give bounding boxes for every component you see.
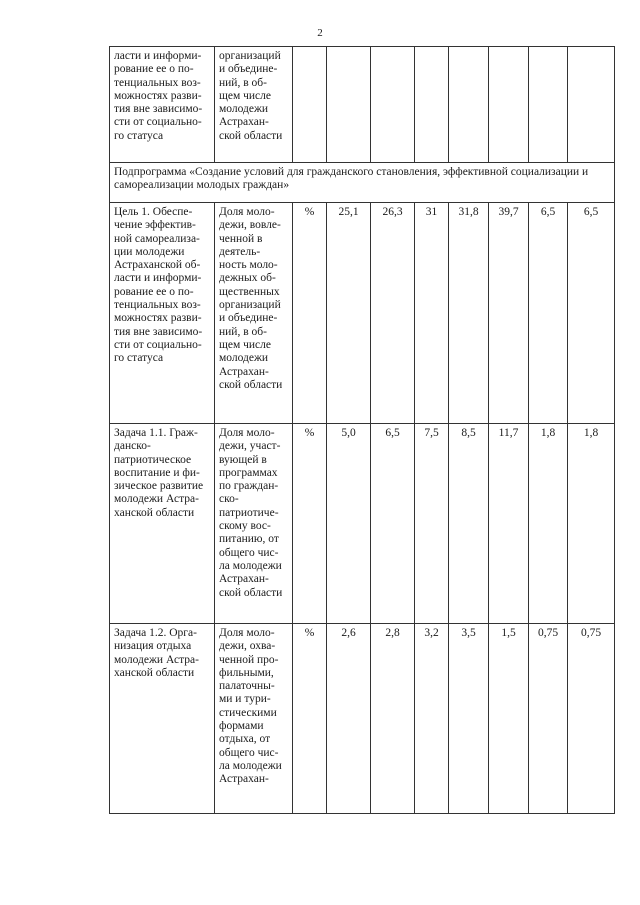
- value-cell: 1,8: [568, 424, 615, 624]
- indicators-table: [109, 46, 615, 814]
- value-cell: [568, 47, 615, 163]
- value-cell: 31: [415, 203, 449, 424]
- value-cell: 1,8: [529, 424, 568, 624]
- value-cell: [327, 47, 371, 163]
- value-cell: 6,5: [568, 203, 615, 424]
- value-cell: 0,75: [529, 624, 568, 814]
- goal-cell: ласти и информи- рование ее о по- тенциальных воз- можностях разви- тия вне зависимо- сти от социально- го статуса: [110, 47, 215, 163]
- table-row: [110, 624, 615, 814]
- value-cell: 5,0: [327, 424, 371, 624]
- value-cell: 2,8: [371, 624, 415, 814]
- value-cell: 3,5: [449, 624, 489, 814]
- unit-cell: %: [293, 624, 327, 814]
- goal-cell: Цель 1. Обеспе- чение эффектив- ной самореализа- ции молодежи Астраханской об- ласти и информи- рование ее о по- тенциальных воз- можностях разви- тия вне зависимо- сти от социально- го статуса: [110, 203, 215, 424]
- value-cell: 6,5: [529, 203, 568, 424]
- value-cell: [529, 47, 568, 163]
- value-cell: 26,3: [371, 203, 415, 424]
- table-row: [110, 203, 615, 424]
- value-cell: [371, 47, 415, 163]
- value-cell: [449, 47, 489, 163]
- unit-cell: [293, 47, 327, 163]
- page-number: 2: [317, 27, 323, 39]
- value-cell: 25,1: [327, 203, 371, 424]
- value-cell: [415, 47, 449, 163]
- value-cell: 11,7: [489, 424, 529, 624]
- task-cell: Задача 1.1. Граж- данско- патриотическое воспитание и фи- зическое развитие молодежи Астра- ханской области: [110, 424, 215, 624]
- indicator-cell: Доля моло- дежи, вовле- ченной в деятель- ность моло- дежных об- щественных организаций и объедине- ний, в об- щем числе молодежи Астрахан- ской области: [215, 203, 293, 424]
- value-cell: 7,5: [415, 424, 449, 624]
- value-cell: 1,5: [489, 624, 529, 814]
- value-cell: 0,75: [568, 624, 615, 814]
- indicator-cell: Доля моло- дежи, участ- вующей в программах по граждан- ско- патриотиче- скому вос- питанию, от общего чис- ла молодежи Астрахан- ской области: [215, 424, 293, 624]
- value-cell: 31,8: [449, 203, 489, 424]
- unit-cell: %: [293, 203, 327, 424]
- value-cell: 3,2: [415, 624, 449, 814]
- value-cell: [489, 47, 529, 163]
- value-cell: 8,5: [449, 424, 489, 624]
- indicator-cell: организаций и объедине- ний, в об- щем числе молодежи Астрахан- ской области: [215, 47, 293, 163]
- task-cell: Задача 1.2. Орга- низация отдыха молодежи Астра- ханской области: [110, 624, 215, 814]
- value-cell: 2,6: [327, 624, 371, 814]
- value-cell: 39,7: [489, 203, 529, 424]
- table-row: [110, 424, 615, 624]
- value-cell: 6,5: [371, 424, 415, 624]
- subprogram-title: Подпрограмма «Создание условий для гражданского становления, эффективной социализации и самореализации молодых граждан»: [110, 163, 615, 203]
- indicator-cell: Доля моло- дежи, охва- ченной про- фильными, палаточны- ми и тури- стическими формами отдыха, от общего чис- ла молодежи Астрахан-: [215, 624, 293, 814]
- continuation-row: [110, 47, 615, 163]
- subprogram-row: [110, 163, 615, 203]
- unit-cell: %: [293, 424, 327, 624]
